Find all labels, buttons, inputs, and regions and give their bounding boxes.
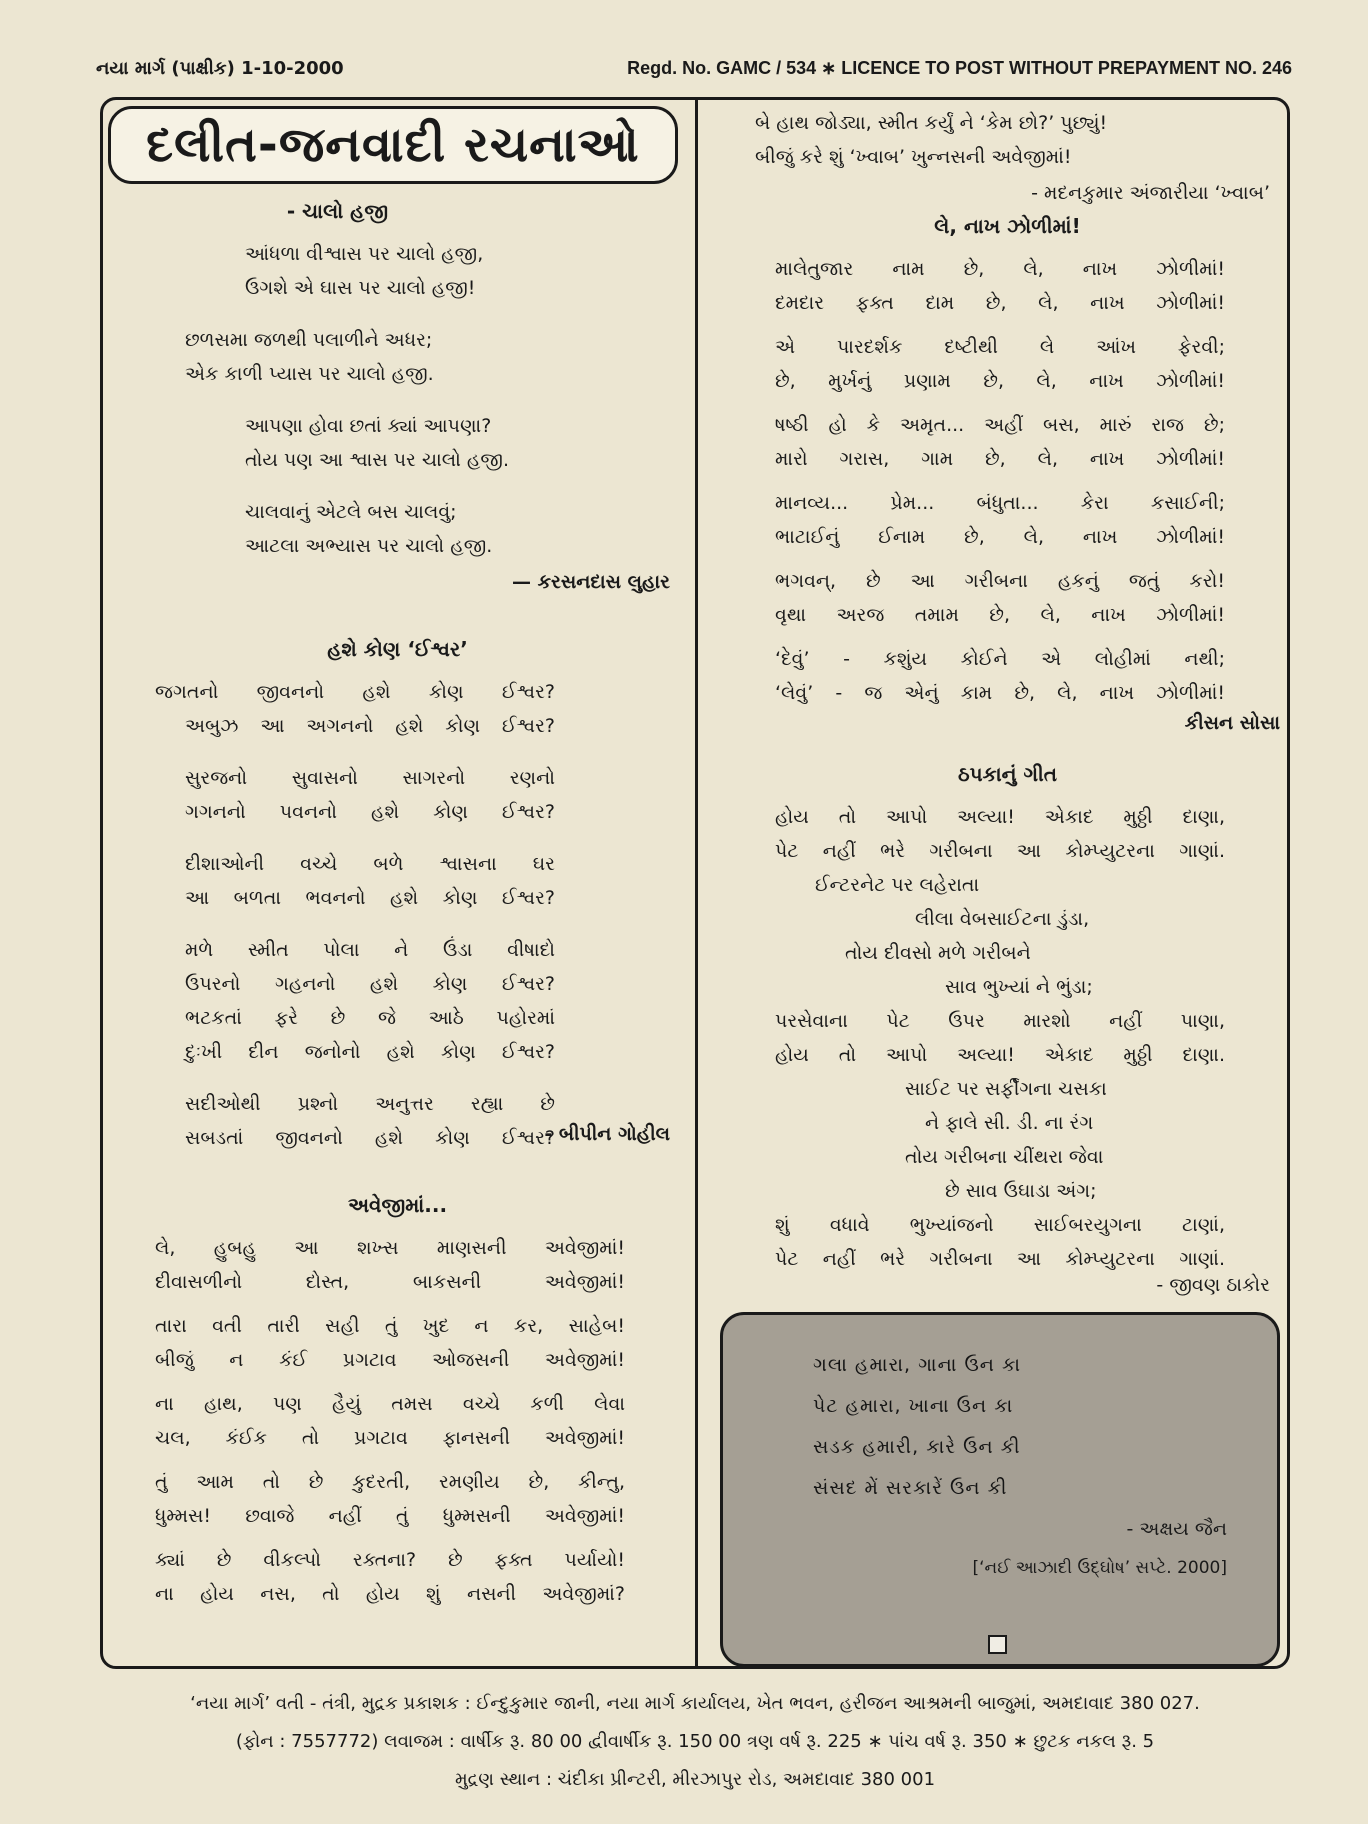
left-column <box>125 195 670 1611</box>
poem-line: આટલા અભ્યાસ પર ચાલો હજી. <box>245 535 493 557</box>
footer-publisher-line: ‘નયા માર્ગ’ વતી - તંત્રી, મુદ્રક પ્રકાશક : ઈન્દુકુમાર જાની, નયા માર્ગ કાર્યાલય, ખેત ભવન, હરીજન આશ્રમની બાજુમાં, અમદાવાદ 380 027. <box>190 1693 1200 1714</box>
poem-line: સાઈટ પર સર્ફીંગના ચસકા <box>905 1078 1107 1100</box>
poem-line: આ બળતા ભવનનો હશે કોણ ઈશ્વર? <box>185 887 555 909</box>
poem-line: જગતનો જીવનનો હશે કોણ ઈશ્વર? <box>155 681 555 703</box>
poem-line: દીવાસળીનો દોસ્ત, બાકસની અવેજીમાં! <box>155 1271 625 1293</box>
column-divider <box>695 97 698 1669</box>
poem-line: સુરજનો સુવાસનો સાગરનો રણનો <box>185 767 555 789</box>
poem-line: દીશાઓની વચ્ચે બળે શ્વાસના ઘર <box>185 853 555 875</box>
poem-line: વૃથા અરજ તમામ છે, લે, નાખ ઝોળીમાં! <box>775 604 1225 626</box>
quote-line: પેટ હમારા, ખાના ઉન કા <box>813 1395 1014 1417</box>
poem-line: ભગવન્, છે આ ગરીબના હકનું જતું કરો! <box>775 570 1225 592</box>
poem-line: દુઃખી દીન જનોનો હશે કોણ ઈશ્વર? <box>185 1041 555 1063</box>
poem-line: લીલા વેબસાઈટના ડુંડા, <box>915 908 1090 930</box>
poem-title: - ચાલો હજી <box>286 199 389 223</box>
poem-title: હશે કોણ ‘ઈશ્વર’ <box>327 637 468 661</box>
poem-line: સબડતાં જીવનનો હશે કોણ ઈશ્વર? <box>185 1127 555 1149</box>
poem-author: - મદનકુમાર અંજારીયા ‘ખ્વાબ’ <box>1031 182 1270 204</box>
poem-line: તોય ગરીબના ચીંથરા જેવા <box>905 1146 1104 1168</box>
poem-line: પેટ નહીં ભરે ગરીબના આ કોમ્પ્યુટરના ગાણાં. <box>775 1248 1225 1270</box>
poem-line: ના હોય નસ, તો હોય શું નસની અવેજીમાં? <box>155 1583 625 1605</box>
footer-printer-line: મુદ્રણ સ્થાન : ચંદીકા પ્રીન્ટરી, મીરઝાપુર રોડ, અમદાવાદ 380 001 <box>454 1769 936 1790</box>
quote-line: સડક હમારી, કારે ઉન કી <box>813 1436 1021 1458</box>
poem-line: ચલ, કંઈક તો પ્રગટાવ ફાનસની અવેજીમાં! <box>155 1427 625 1449</box>
poem-line: શું વધાવે ભુખ્યાંજનો સાઈબરયુગના ટાણાં, <box>775 1214 1225 1236</box>
poem-line: એ પારદર્શક દષ્ટીથી લે આંખ ફેરવી; <box>775 336 1225 358</box>
poem-line: ઈન્ટરનેટ પર લહેરાતા <box>815 874 980 896</box>
poem-line: અબુઝ આ અગનનો હશે કોણ ઈશ્વર? <box>185 715 555 737</box>
poem-line: પેટ નહીં ભરે ગરીબના આ કોમ્પ્યુટરના ગાણાં. <box>775 840 1225 862</box>
poem-author: કીસન સોસા <box>1184 712 1280 734</box>
poem-line: તું આમ તો છે કુદરતી, રમણીય છે, કીન્તુ, <box>155 1471 625 1493</box>
poem-line: મારો ગરાસ, ગામ છે, લે, નાખ ઝોળીમાં! <box>775 448 1225 470</box>
poem-line: હોય તો આપો અલ્યા! એકાદ મુઠ્ઠી દાણા, <box>775 806 1225 828</box>
header-registration: Regd. No. GAMC / 534 ∗ LICENCE TO POST WITHOUT PREPAYMENT NO. 246 <box>627 58 1292 78</box>
poem-line: માલેતુજાર નામ છે, લે, નાખ ઝોળીમાં! <box>775 258 1225 280</box>
poem-line: ભાટાઈનું ઈનામ છે, લે, નાખ ઝોળીમાં! <box>775 526 1225 548</box>
poem-line: ‘લેવું’ - જ એનું કામ છે, લે, નાખ ઝોળીમાં! <box>775 682 1225 704</box>
quote-line: સંસદ મેં સરકારેં ઉન કી <box>813 1477 1008 1499</box>
page-footer <box>80 1685 1310 1799</box>
poem-line: ઉગશે એ ઘાસ પર ચાલો હજી! <box>245 277 476 299</box>
poem-line: તોય પણ આ શ્વાસ પર ચાલો હજી. <box>245 449 509 471</box>
poem-line: ના હાથ, પણ હૈયું તમસ વચ્ચે કળી લેવા <box>155 1393 625 1415</box>
quote-source: [‘નઈ આઝાદી ઉદ્‌ઘોષ’ સપ્ટે. 2000] <box>972 1558 1227 1578</box>
poem-line: ક્યાં છે વીકલ્પો રક્તના? છે ફક્ત પર્યાયો! <box>155 1549 625 1571</box>
poem-line: સદીઓથી પ્રશ્નો અનુત્તર રહ્યા છે <box>185 1093 555 1115</box>
poem-line: તોય દીવસો મળે ગરીબને <box>845 942 1031 964</box>
poem-line: હોય તો આપો અલ્યા! એકાદ મુઠ્ઠી દાણા. <box>775 1044 1225 1066</box>
poem-line: બે હાથ જોડ્યા, સ્મીત કર્યું ને ‘કેમ છો?’ પુછ્યું! <box>755 112 1108 134</box>
poem-line: ધુમ્મસ! છવાજે નહીં તું ધુમ્મસની અવેજીમાં! <box>155 1505 625 1527</box>
poem-author: — કરસનદાસ લુહાર <box>511 571 670 593</box>
poem-line: માનવ્ય... પ્રેમ... બંધુતા... કેરા કસાઈની; <box>775 492 1225 514</box>
poem-line: ‘દેવું’ - કશુંય કોઈને એ લોહીમાં નથી; <box>775 648 1225 670</box>
poem-line: લે, હુબહુ આ શખ્સ માણસની અવેજીમાં! <box>155 1237 625 1259</box>
poem-title: અવેજીમાં... <box>347 1193 448 1217</box>
poem-title: ઠપકાનું ગીત <box>957 762 1058 786</box>
poem-author: - બીપીન ગોહીલ <box>544 1123 670 1145</box>
right-column <box>745 106 1280 1306</box>
poem-line: ઉપરનો ગહનનો હશે કોણ ઈશ્વર? <box>185 973 555 995</box>
poem-line: બીજું કરે શું ‘ખ્વાબ’ ખુન્નસની અવેજીમાં! <box>755 146 1072 168</box>
poem-line: છે, મુર્ખનું પ્રણામ છે, લે, નાખ ઝોળીમાં! <box>775 370 1225 392</box>
poem-line: ષષ્ઠી હો કે અમૃત... અહીં બસ, મારું રાજ છે; <box>775 414 1225 436</box>
header-issue: નયા માર્ગ (પાક્ષીક) 1-10-2000 <box>96 58 344 79</box>
poem-line: છળસમા જળથી પલાળીને અધર; <box>185 329 433 351</box>
quote-line: ગલા હમારા, ગાના ઉન કા <box>813 1354 1022 1376</box>
poem-line: ગગનનો પવનનો હશે કોણ ઈશ્વર? <box>185 801 555 823</box>
poem-line: ભટકતાં ફરે છે જે આઠે પહોરમાં <box>185 1007 555 1029</box>
footer-subscription-line: (ફોન : 7557772) લવાજમ : વાર્ષીક રૂ. 80 00 દ્વીવાર્ષીક રૂ. 150 00 ત્રણ વર્ષ રૂ. 225 ∗ પાંચ વર્ષ રૂ. 350 ∗ છુટક નકલ રૂ. 5 <box>235 1731 1155 1752</box>
poem-line: આંધળા વીશ્વાસ પર ચાલો હજી, <box>245 243 484 265</box>
end-square-icon <box>988 1635 1007 1654</box>
poem-line: તારા વતી તારી સહી તું ખુદ ન કર, સાહેબ! <box>155 1315 625 1337</box>
quote-box <box>720 1312 1280 1667</box>
poem-line: આપણા હોવા છતાં ક્યાં આપણા? <box>245 415 492 437</box>
poem-title: લે, નાખ ઝોળીમાં! <box>934 214 1081 238</box>
poem-author: - જીવણ ઠાકોર <box>1156 1274 1270 1296</box>
poem-line: પરસેવાના પેટ ઉપર મારશો નહીં પાણા, <box>775 1010 1225 1032</box>
poem-line: ને ફાલે સી. ડી. ના રંગ <box>925 1112 1094 1134</box>
poem-line: દમદાર ફક્ત દામ છે, લે, નાખ ઝોળીમાં! <box>775 292 1225 314</box>
poem-line: બીજું ન કંઈ પ્રગટાવ ઓજસની અવેજીમાં! <box>155 1349 625 1371</box>
poem-line: એક કાળી પ્યાસ પર ચાલો હજી. <box>185 363 434 385</box>
section-title: દલીત-જનવાદી રચનાઓ <box>108 106 678 184</box>
poem-line: મળે સ્મીત પોલા ને ઉંડા વીષાદો <box>185 939 555 961</box>
poem-line: ચાલવાનું એટલે બસ ચાલવું; <box>245 501 457 523</box>
poem-line: સાવ ભુખ્યાં ને ભુંડા; <box>945 976 1093 998</box>
quote-author: - અક્ષય જૈન <box>1126 1518 1227 1540</box>
poem-line: છે સાવ ઉઘાડા અંગ; <box>945 1180 1097 1202</box>
page-header <box>96 58 1292 88</box>
